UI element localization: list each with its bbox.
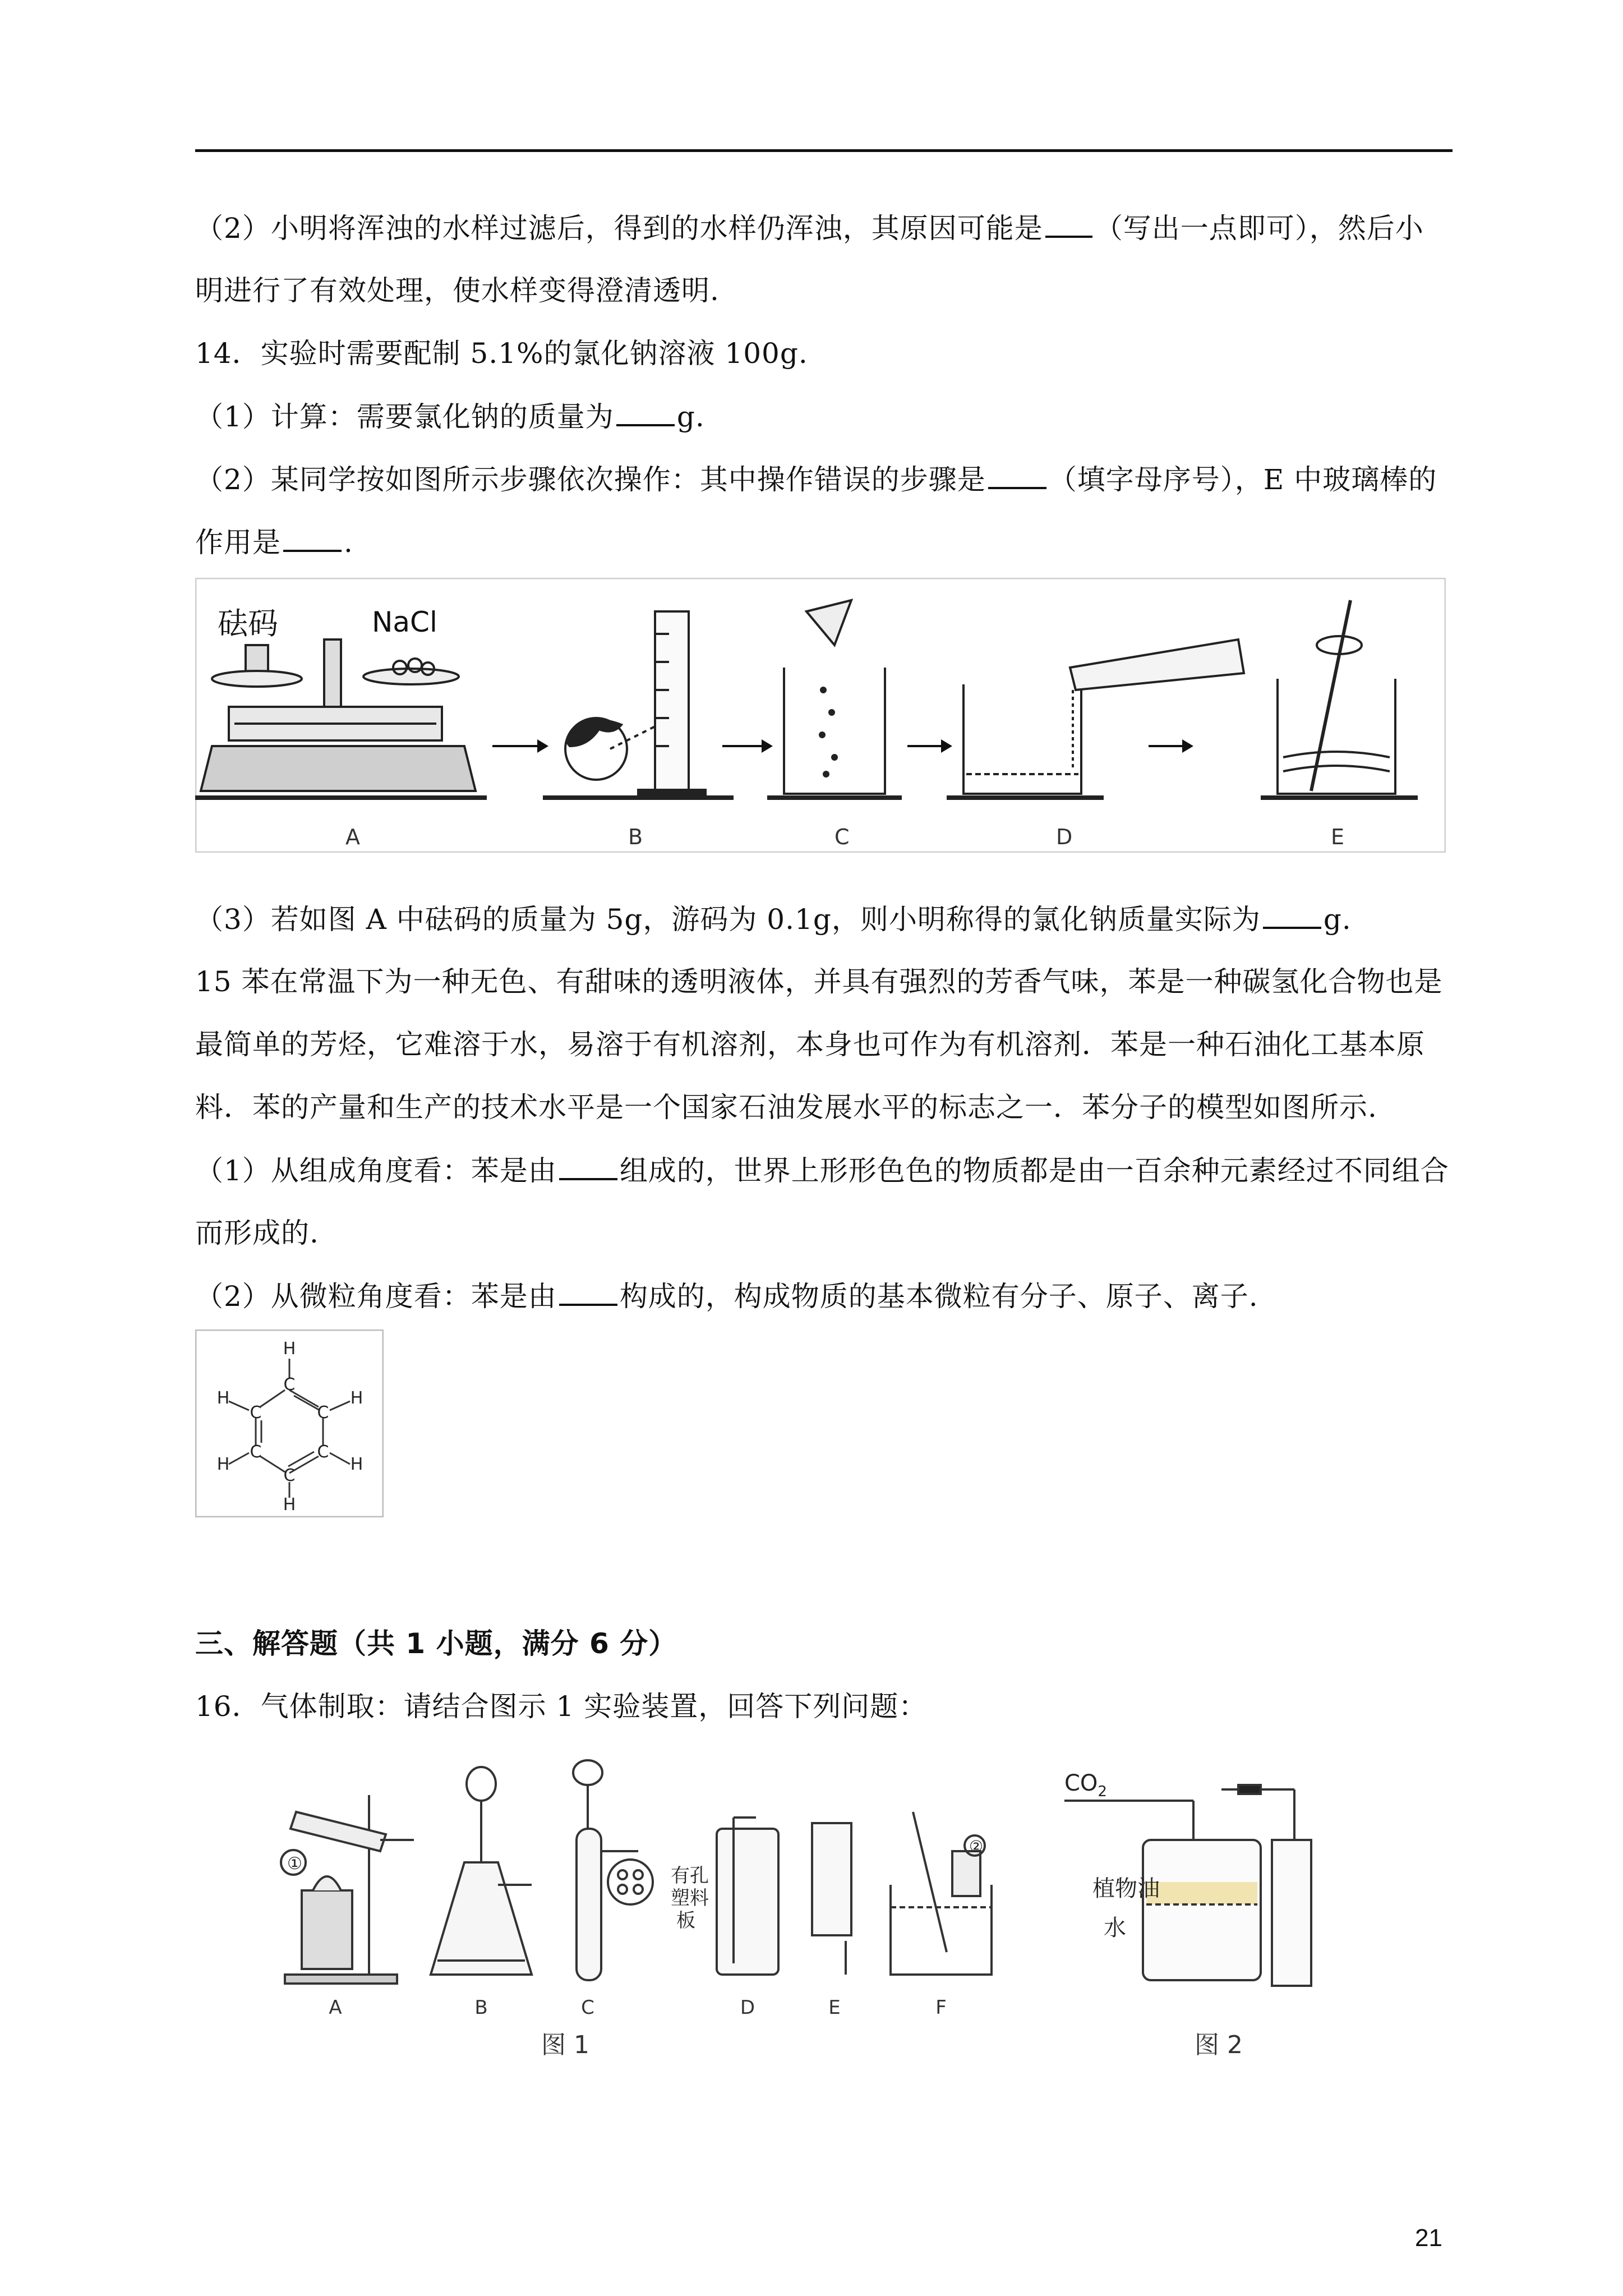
benzene-c-lower-left: C bbox=[250, 1442, 262, 1462]
gas-apparatus-figure bbox=[251, 1739, 1317, 2059]
apparatus-f-illustration bbox=[891, 1812, 992, 1975]
q15-part1-line2: 而形成的. bbox=[195, 1217, 319, 1249]
answer-blank[interactable] bbox=[1045, 211, 1092, 238]
dissolving-beaker-illustration bbox=[767, 600, 902, 798]
water-label: 水 bbox=[1104, 1915, 1126, 1941]
step-label-a: A bbox=[345, 825, 360, 849]
apparatus-e-illustration bbox=[812, 1823, 851, 1975]
q14-part3: （3）若如图 A 中砝码的质量为 5g，游码为 0.1g，则小明称得的氯化钠质量实际为 g. bbox=[195, 903, 1352, 936]
q13-part2-line2: 明进行了有效处理，使水样变得澄清透明. bbox=[195, 274, 720, 307]
benzene-h-top: H bbox=[283, 1339, 296, 1359]
q15-line2: 最简单的芳烃，它难溶于水，易溶于有机溶剂，本身也可作为有机溶剂．苯是一种石油化工基本原 bbox=[195, 1028, 1425, 1061]
q15-line1: 15 苯在常温下为一种无色、有甜味的透明液体，并具有强烈的芳香气味，苯是一种碳氢化合物也是 bbox=[195, 965, 1443, 998]
benzene-h-bottom: H bbox=[283, 1495, 296, 1515]
pouring-water-illustration bbox=[947, 639, 1244, 798]
weight-label: 砝码 bbox=[218, 606, 278, 641]
q15-part1-line1: （1）从组成角度看：苯是由 组成的，世界上形形色色的物质都是由一百余种元素经过不同组合 bbox=[195, 1154, 1449, 1187]
apparatus-d-illustration bbox=[717, 1818, 778, 1975]
stirring-illustration bbox=[1261, 600, 1418, 798]
benzene-h-upper-left: H bbox=[216, 1388, 230, 1408]
figure-1-caption: 图 1 bbox=[541, 2031, 589, 2059]
q13-part2-line1: （2）小明将浑浊的水样过滤后，得到的水样仍浑浊，其原因可能是 （写出一点即可），然后小 bbox=[195, 212, 1424, 245]
benzene-h-lower-right: H bbox=[350, 1455, 363, 1474]
answer-blank[interactable] bbox=[283, 525, 342, 552]
label-e: E bbox=[828, 1996, 841, 2019]
section-3-title: 三、解答题（共 1 小题，满分 6 分） bbox=[195, 1627, 677, 1660]
benzene-h-lower-left: H bbox=[216, 1455, 230, 1474]
label-f: F bbox=[935, 1996, 947, 2019]
label-b: B bbox=[474, 1996, 488, 2019]
plate-label-1: 有孔 bbox=[671, 1865, 709, 1887]
apparatus-c-illustration bbox=[573, 1760, 709, 1980]
reading-cylinder-illustration bbox=[543, 611, 734, 798]
solution-preparation-figure bbox=[195, 578, 1446, 853]
q14-part1: （1）计算：需要氯化钠的质量为 g. bbox=[195, 401, 705, 433]
label-d: D bbox=[740, 1996, 755, 2019]
benzene-h-upper-right: H bbox=[350, 1388, 363, 1408]
nacl-label: NaCl bbox=[372, 606, 437, 638]
header-rule bbox=[195, 149, 1453, 152]
co2-label: $CO_2$ bbox=[1064, 1770, 1107, 1800]
q15-line3: 料．苯的产量和生产的技术水平是一个国家石油发展水平的标志之一．苯分子的模型如图所示. bbox=[195, 1091, 1377, 1124]
q15-part2: （2）从微粒角度看：苯是由 构成的，构成物质的基本微粒有分子、原子、离子. bbox=[195, 1280, 1258, 1313]
q14-part2-line2: 作用是 . bbox=[195, 526, 353, 559]
step-label-c: C bbox=[834, 825, 850, 849]
q14-stem: 14．实验时需要配制 5.1%的氯化钠溶液 100g. bbox=[195, 337, 808, 370]
benzene-c-bottom: C bbox=[283, 1466, 296, 1485]
label-a: A bbox=[329, 1996, 342, 2019]
balance-illustration bbox=[195, 606, 487, 798]
benzene-c-upper-right: C bbox=[317, 1403, 329, 1423]
figure-2-caption: 图 2 bbox=[1195, 2031, 1243, 2059]
label-c: C bbox=[581, 1996, 594, 2019]
answer-blank[interactable] bbox=[559, 1279, 617, 1306]
co2-volume-apparatus-illustration bbox=[1064, 1770, 1311, 1986]
benzene-c-lower-right: C bbox=[317, 1442, 329, 1462]
marker-1: ① bbox=[287, 1854, 302, 1874]
apparatus-b-illustration bbox=[431, 1767, 532, 1975]
q16-stem: 16．气体制取：请结合图示 1 实验装置，回答下列问题： bbox=[195, 1690, 928, 1723]
step-label-b: B bbox=[628, 825, 643, 849]
apparatus-a-illustration bbox=[281, 1795, 414, 1984]
oil-label: 植物油 bbox=[1092, 1876, 1160, 1902]
benzene-structure-figure bbox=[195, 1329, 384, 1517]
answer-blank[interactable] bbox=[559, 1153, 617, 1180]
answer-blank[interactable] bbox=[988, 462, 1046, 489]
q14-part2-line1: （2）某同学按如图所示步骤依次操作：其中操作错误的步骤是 （填字母序号），E 中玻璃棒的 bbox=[195, 463, 1437, 496]
page-number: 21 bbox=[1415, 2224, 1442, 2252]
step-label-d: D bbox=[1056, 825, 1073, 849]
benzene-c-upper-left: C bbox=[250, 1403, 262, 1423]
answer-blank[interactable] bbox=[1263, 902, 1321, 929]
answer-blank[interactable] bbox=[616, 399, 675, 426]
step-label-e: E bbox=[1331, 825, 1345, 849]
benzene-c-top: C bbox=[283, 1375, 296, 1395]
plate-label-3: 板 bbox=[676, 1910, 695, 1932]
plate-label-2: 塑料 bbox=[671, 1887, 709, 1910]
marker-2: ② bbox=[969, 1837, 984, 1856]
